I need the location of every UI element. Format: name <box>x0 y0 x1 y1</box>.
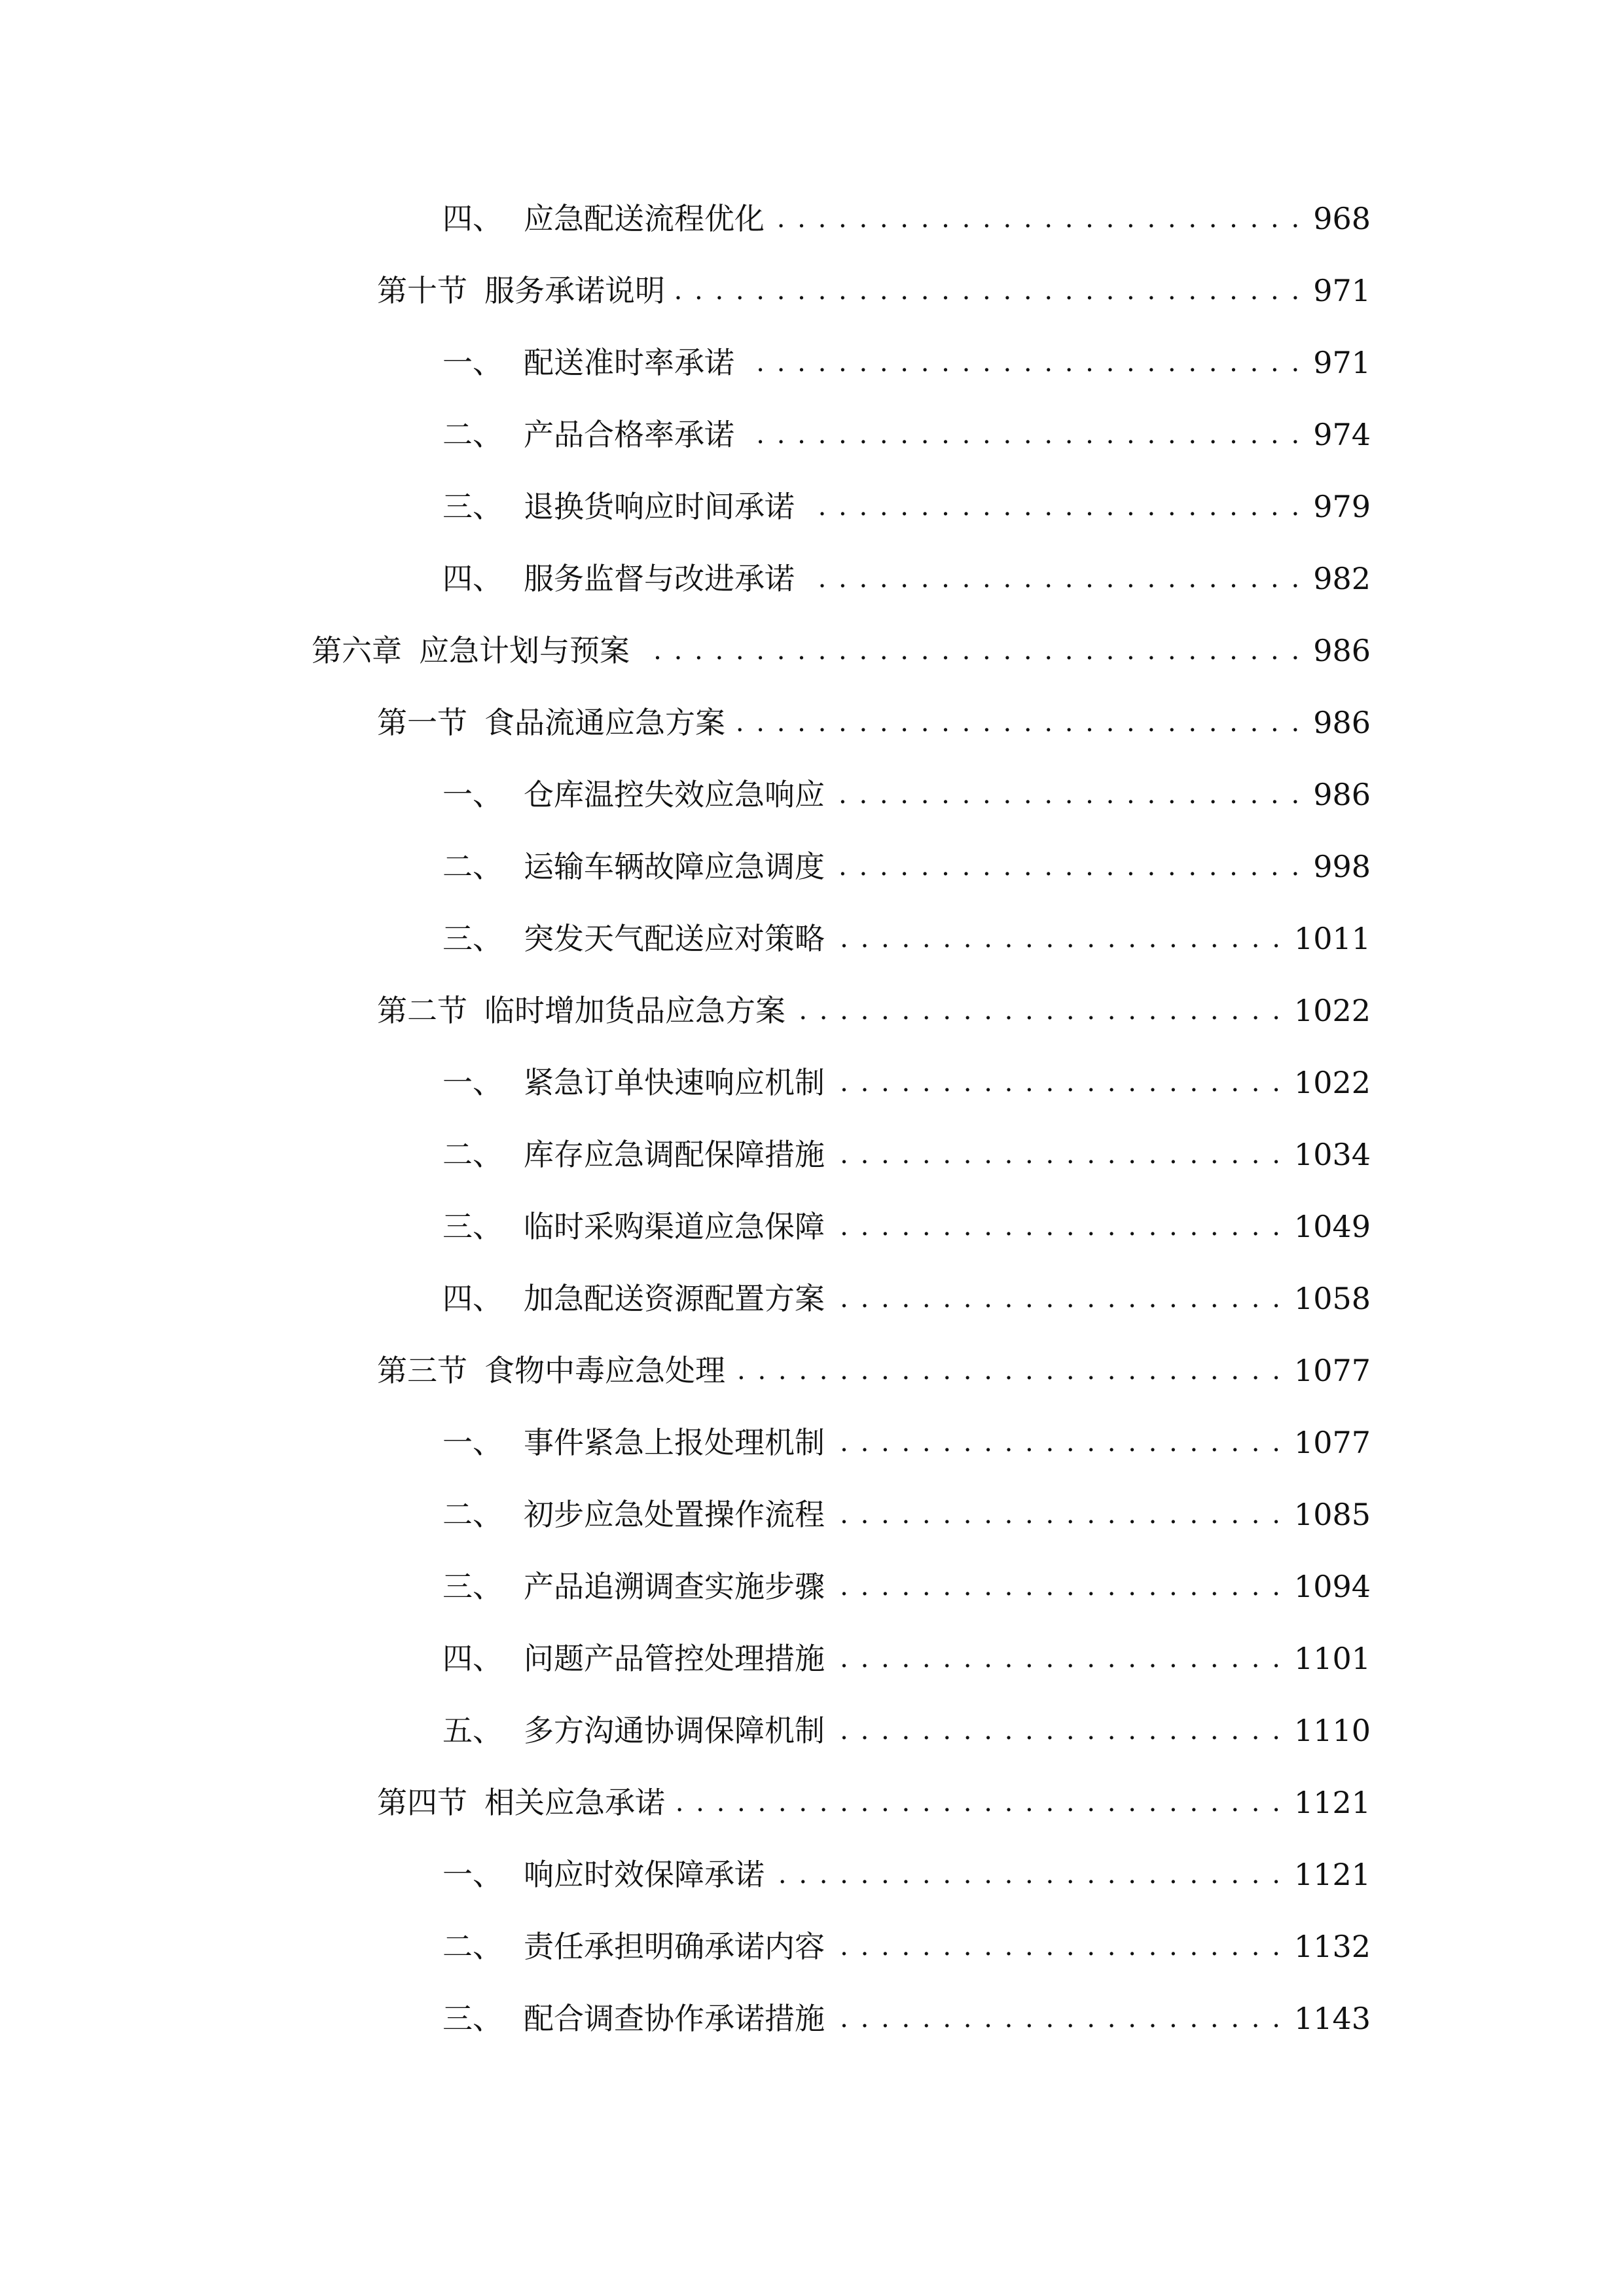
toc-entry-title: 应急配送流程优化 <box>524 201 765 236</box>
toc-dot-leader <box>734 696 1301 749</box>
toc-entry-item[interactable] <box>442 1272 1371 1325</box>
toc-entry-marker: 五、 <box>442 1713 503 1748</box>
toc-entry-page-number: 1110 <box>1293 1713 1371 1748</box>
toc-entry-title: 服务监督与改进承诺 <box>524 561 795 596</box>
toc-dot-leader <box>674 1776 1282 1829</box>
toc-entry-title: 应急计划与预案 <box>419 633 630 668</box>
toc-entry-section[interactable] <box>377 1344 1371 1397</box>
toc-entry-page-number: 979 <box>1313 489 1371 524</box>
toc-dot-leader <box>834 768 1301 821</box>
toc-entry-title: 食物中毒应急处理 <box>484 1353 725 1388</box>
toc-entry-item[interactable] <box>442 1992 1371 2045</box>
toc-dot-leader <box>774 192 1301 245</box>
toc-entry-page-number: 1094 <box>1293 1569 1371 1604</box>
toc-entry-title: 配送准时率承诺 <box>524 345 734 380</box>
toc-dot-leader <box>834 1632 1282 1685</box>
toc-entry-page-number: 1011 <box>1293 921 1371 956</box>
toc-entry-item[interactable] <box>442 1128 1371 1181</box>
toc-dot-leader <box>734 1344 1282 1397</box>
toc-entry-page-number: 986 <box>1313 705 1371 740</box>
toc-entry-item[interactable] <box>442 408 1371 461</box>
toc-dot-leader <box>834 1560 1282 1613</box>
toc-entry-title: 配合调查协作承诺措施 <box>524 2001 825 2036</box>
toc-entry-page-number: 1143 <box>1293 2001 1371 2036</box>
toc-entry-item[interactable] <box>442 1200 1371 1253</box>
toc-entry-item[interactable] <box>442 336 1371 389</box>
toc-entry-item[interactable] <box>442 1632 1371 1685</box>
toc-entry-title: 多方沟通协调保障机制 <box>524 1713 825 1748</box>
toc-dot-leader <box>804 552 1301 605</box>
toc-entry-marker: 第六章 <box>312 633 402 668</box>
toc-entry-title: 响应时效保障承诺 <box>524 1857 765 1892</box>
toc-dot-leader <box>834 1992 1282 2045</box>
toc-entry-marker: 第四节 <box>377 1785 467 1820</box>
toc-entry-page-number: 974 <box>1313 417 1371 452</box>
toc-entry-marker: 三、 <box>442 921 503 956</box>
toc-entry-marker: 一、 <box>442 1065 503 1100</box>
toc-entry-marker: 三、 <box>442 2001 503 2036</box>
toc-entry-marker: 第三节 <box>377 1353 467 1388</box>
toc-entry-item[interactable] <box>442 192 1371 245</box>
toc-entry-item[interactable] <box>442 552 1371 605</box>
toc-entry-title: 责任承担明确承诺内容 <box>524 1929 825 1964</box>
toc-entry-page-number: 1101 <box>1293 1641 1371 1676</box>
toc-dot-leader <box>795 984 1282 1037</box>
toc-entry-marker: 一、 <box>442 1857 503 1892</box>
toc-entry-marker: 一、 <box>442 1425 503 1460</box>
toc-dot-leader <box>639 624 1301 677</box>
toc-entry-page-number: 1077 <box>1293 1353 1371 1388</box>
toc-dot-leader <box>834 1920 1282 1973</box>
toc-entry-marker: 四、 <box>442 1281 503 1316</box>
toc-entry-page-number: 986 <box>1313 633 1371 668</box>
toc-entry-title: 产品追溯调查实施步骤 <box>524 1569 825 1604</box>
toc-entry-marker: 四、 <box>442 1641 503 1676</box>
toc-entry-page-number: 1034 <box>1293 1137 1371 1172</box>
toc-entry-marker: 第一节 <box>377 705 467 740</box>
toc-entry-marker: 一、 <box>442 777 503 812</box>
toc-dot-leader <box>834 1488 1282 1541</box>
toc-entry-title: 突发天气配送应对策略 <box>524 921 825 956</box>
toc-entry-page-number: 1121 <box>1293 1785 1371 1820</box>
toc-entry-page-number: 1132 <box>1293 1929 1371 1964</box>
toc-entry-item[interactable] <box>442 1416 1371 1469</box>
toc-entry-page-number: 1085 <box>1293 1497 1371 1532</box>
toc-entry-chapter[interactable] <box>312 624 1371 677</box>
toc-entry-marker: 第十节 <box>377 273 467 308</box>
toc-dot-leader <box>834 1704 1282 1757</box>
toc-entry-item[interactable] <box>442 1056 1371 1109</box>
toc-dot-leader <box>834 1272 1282 1325</box>
toc-dot-leader <box>834 1128 1282 1181</box>
toc-dot-leader <box>834 840 1301 893</box>
toc-entry-title: 退换货响应时间承诺 <box>524 489 795 524</box>
toc-dot-leader <box>834 1056 1282 1109</box>
toc-entry-marker: 二、 <box>442 1137 503 1172</box>
toc-dot-leader <box>744 336 1301 389</box>
toc-entry-page-number: 986 <box>1313 777 1371 812</box>
toc-entry-marker: 三、 <box>442 1209 503 1244</box>
toc-entry-title: 相关应急承诺 <box>484 1785 665 1820</box>
toc-entry-marker: 三、 <box>442 489 503 524</box>
toc-entry-page-number: 1077 <box>1293 1425 1371 1460</box>
toc-entry-section[interactable] <box>377 264 1371 317</box>
toc-entry-item[interactable] <box>442 768 1371 821</box>
toc-dot-leader <box>834 912 1282 965</box>
toc-entry-title: 服务承诺说明 <box>484 273 665 308</box>
toc-entry-title: 紧急订单快速响应机制 <box>524 1065 825 1100</box>
toc-entry-marker: 二、 <box>442 417 503 452</box>
toc-entry-marker: 第二节 <box>377 993 467 1028</box>
toc-entry-marker: 二、 <box>442 849 503 884</box>
toc-entry-page-number: 1049 <box>1293 1209 1371 1244</box>
toc-entry-marker: 四、 <box>442 561 503 596</box>
toc-entry-title: 问题产品管控处理措施 <box>524 1641 825 1676</box>
toc-entry-page-number: 1022 <box>1293 993 1371 1028</box>
toc-entry-marker: 三、 <box>442 1569 503 1604</box>
toc-entry-item[interactable] <box>442 1488 1371 1541</box>
toc-entry-marker: 二、 <box>442 1929 503 1964</box>
toc-entry-item[interactable] <box>442 480 1371 533</box>
toc-entry-page-number: 971 <box>1313 273 1371 308</box>
toc-dot-leader <box>834 1416 1282 1469</box>
toc-dot-leader <box>744 408 1301 461</box>
toc-entry-marker: 二、 <box>442 1497 503 1532</box>
toc-entry-title: 库存应急调配保障措施 <box>524 1137 825 1172</box>
toc-dot-leader <box>834 1200 1282 1253</box>
toc-entry-item[interactable] <box>442 912 1371 965</box>
toc-entry-item[interactable] <box>442 1920 1371 1973</box>
toc-entry-title: 仓库温控失效应急响应 <box>524 777 825 812</box>
toc-entry-item[interactable] <box>442 1560 1371 1613</box>
toc-entry-title: 临时增加货品应急方案 <box>484 993 785 1028</box>
toc-entry-page-number: 971 <box>1313 345 1371 380</box>
toc-entry-title: 初步应急处置操作流程 <box>524 1497 825 1532</box>
toc-entry-page-number: 1022 <box>1293 1065 1371 1100</box>
toc-entry-page-number: 982 <box>1313 561 1371 596</box>
toc-entry-page-number: 1121 <box>1293 1857 1371 1892</box>
toc-entry-marker: 四、 <box>442 201 503 236</box>
toc-entry-title: 临时采购渠道应急保障 <box>524 1209 825 1244</box>
toc-entry-page-number: 968 <box>1313 201 1371 236</box>
toc-entry-section[interactable] <box>377 1776 1371 1829</box>
toc-entry-title: 事件紧急上报处理机制 <box>524 1425 825 1460</box>
toc-entry-title: 食品流通应急方案 <box>484 705 725 740</box>
toc-entry-item[interactable] <box>442 1704 1371 1757</box>
toc-entry-item[interactable] <box>442 840 1371 893</box>
toc-entry-title: 产品合格率承诺 <box>524 417 734 452</box>
toc-entry-item[interactable] <box>442 1848 1371 1901</box>
toc-entry-title: 运输车辆故障应急调度 <box>524 849 825 884</box>
toc-dot-leader <box>674 264 1301 317</box>
toc-entry-page-number: 998 <box>1313 849 1371 884</box>
toc-entry-section[interactable] <box>377 984 1371 1037</box>
toc-entry-section[interactable] <box>377 696 1371 749</box>
toc-entry-title: 加急配送资源配置方案 <box>524 1281 825 1316</box>
toc-dot-leader <box>774 1848 1282 1901</box>
toc-entry-marker: 一、 <box>442 345 503 380</box>
toc-entry-page-number: 1058 <box>1293 1281 1371 1316</box>
toc-dot-leader <box>804 480 1301 533</box>
